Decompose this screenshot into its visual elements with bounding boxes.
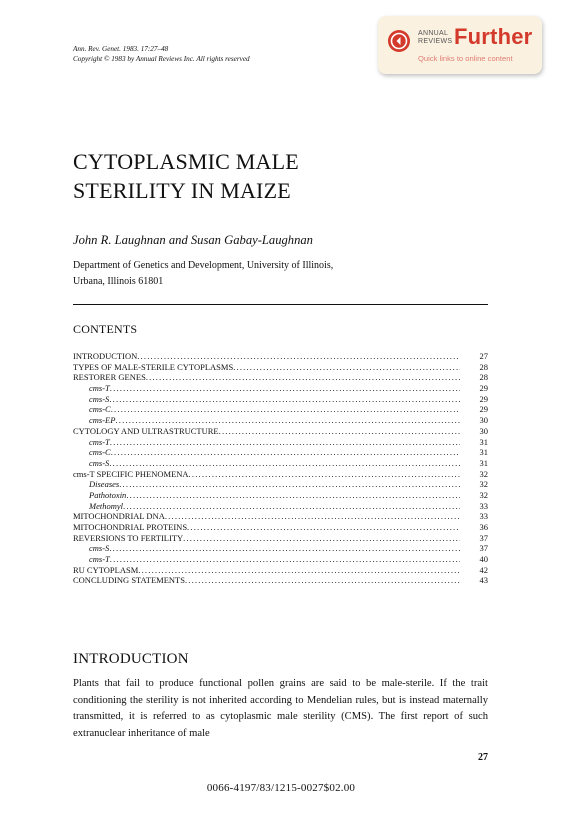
toc-leader-dots	[185, 575, 460, 586]
toc-entry	[73, 575, 488, 586]
toc-entry	[73, 522, 488, 533]
introduction-heading: INTRODUCTION	[73, 651, 189, 667]
toc-page-number: 28	[479, 361, 488, 372]
toc-page-number: 37	[479, 532, 488, 543]
toc-label: cms-EP	[89, 415, 116, 426]
affiliation-line2: Urbana, Illinois 61801	[73, 276, 164, 287]
toc-page-number: 29	[479, 383, 488, 394]
toc-page-number: 31	[479, 457, 488, 468]
toc-page-number: 28	[479, 372, 488, 383]
toc-page-number: 31	[479, 447, 488, 458]
toc-leader-dots	[119, 479, 460, 490]
toc-subentry	[73, 458, 488, 469]
toc-subentry	[73, 404, 488, 415]
toc-leader-dots	[183, 533, 460, 544]
badge-annual-text: ANNUAL	[418, 30, 449, 37]
article-authors: John R. Laughnan and Susan Gabay-Laughnan	[73, 233, 313, 247]
toc-label: INTRODUCTION	[73, 351, 138, 361]
badge-reviews-text: REVIEWS	[418, 38, 453, 45]
toc-entry	[73, 565, 488, 576]
badge-publisher	[418, 30, 452, 46]
toc-leader-dots	[115, 415, 460, 426]
footer-code: 0066-4197/83/1215-0027$02.00	[206, 782, 356, 794]
toc-leader-dots	[126, 490, 460, 501]
toc-entry	[73, 351, 488, 362]
toc-label: cms-T SPECIFIC PHENOMENA	[73, 468, 189, 479]
introduction-paragraph: Plants that fail to produce functional pollen grains are said to be male-sterile. If the trait conditioning the sterility is not inherited according to Mendelian rules, but is instead maternally transmitted, it is referred to as cytoplasmic male sterility (CMS). The first report of such extranuclear inheritance of male	[73, 678, 488, 739]
toc-label: cms-S	[89, 543, 110, 554]
toc-page-number: 27	[479, 351, 488, 361]
toc-label: cms-S	[89, 457, 110, 468]
toc-leader-dots	[137, 351, 460, 362]
toc-subentry	[73, 394, 488, 405]
toc-page-number: 30	[479, 415, 488, 426]
toc-page-number: 30	[479, 425, 488, 436]
author-affiliation	[73, 258, 333, 290]
toc-subentry	[73, 543, 488, 554]
toc-subentry	[73, 437, 488, 448]
toc-label: CONCLUDING STATEMENTS	[73, 575, 185, 586]
toc-page-number: 43	[479, 575, 488, 586]
toc-leader-dots	[109, 394, 460, 405]
toc-leader-dots	[187, 522, 460, 533]
toc-label: REVERSIONS TO FERTILITY	[73, 532, 184, 543]
section-divider	[73, 304, 488, 305]
toc-label: cms-T	[89, 554, 110, 565]
toc-page-number: 31	[479, 436, 488, 447]
toc-leader-dots	[146, 372, 460, 383]
toc-leader-dots	[111, 447, 460, 458]
badge-further-text: Further	[454, 24, 533, 49]
article-title-line1: CYTOPLASMIC MALE	[73, 149, 299, 174]
badge-tagline: Quick links to online content	[418, 54, 513, 63]
toc-page-number: 29	[479, 404, 488, 415]
toc-leader-dots	[219, 426, 460, 437]
toc-entry	[73, 362, 488, 373]
toc-page-number: 37	[479, 543, 488, 554]
toc-subentry	[73, 447, 488, 458]
toc-entry	[73, 372, 488, 383]
further-links-badge[interactable]	[378, 16, 542, 74]
toc-page-number: 33	[479, 511, 488, 522]
toc-leader-dots	[110, 554, 460, 565]
toc-label: Methomyl	[89, 500, 123, 511]
journal-copyright: Copyright © 1983 by Annual Reviews Inc. All rights reserved	[73, 55, 250, 63]
toc-page-number: 32	[479, 468, 488, 479]
article-title-line2: STERILITY IN MAIZE	[73, 178, 291, 203]
toc-label: MITOCHONDRIAL DNA	[73, 511, 165, 522]
toc-leader-dots	[165, 511, 460, 522]
toc-entry	[73, 426, 488, 437]
toc-subentry	[73, 479, 488, 490]
toc-subentry	[73, 490, 488, 501]
toc-leader-dots	[123, 501, 460, 512]
toc-subentry	[73, 383, 488, 394]
toc-leader-dots	[189, 469, 460, 480]
toc-page-number: 33	[479, 500, 488, 511]
toc-leader-dots	[138, 565, 460, 576]
toc-label: RU CYTOPLASM	[73, 564, 139, 575]
toc-leader-dots	[111, 404, 460, 415]
toc-subentry	[73, 415, 488, 426]
toc-entry	[73, 533, 488, 544]
toc-label: TYPES OF MALE-STERILE CYTOPLASMS	[73, 361, 234, 372]
toc-label: cms-T	[89, 436, 110, 447]
toc-label: Diseases	[89, 479, 120, 490]
journal-citation: Ann. Rev. Genet. 1983. 17:27–48	[73, 45, 169, 53]
toc-leader-dots	[109, 543, 460, 554]
toc-page-number: 40	[479, 554, 488, 565]
toc-entry	[73, 469, 488, 480]
toc-page-number: 32	[479, 489, 488, 500]
toc-label: cms-C	[89, 404, 111, 415]
toc-page-number: 36	[479, 522, 488, 532]
toc-label: RESTORER GENES	[73, 372, 146, 383]
toc-page-number: 32	[479, 479, 488, 490]
journal-citation-block	[73, 44, 250, 64]
toc-subentry	[73, 554, 488, 565]
toc-leader-dots	[110, 437, 460, 448]
toc-page-number: 42	[479, 564, 488, 575]
toc-label: MITOCHONDRIAL PROTEINS	[73, 522, 188, 532]
toc-leader-dots	[109, 458, 460, 469]
toc-label: cms-C	[89, 447, 111, 458]
table-of-contents	[73, 351, 488, 586]
toc-entry	[73, 511, 488, 522]
toc-label: cms-S	[89, 393, 110, 404]
toc-subentry	[73, 501, 488, 512]
toc-label: Pathotoxin	[89, 489, 127, 500]
toc-page-number: 29	[479, 393, 488, 404]
article-title	[73, 147, 299, 205]
toc-label: CYTOLOGY AND ULTRASTRUCTURE	[73, 425, 219, 436]
affiliation-line1: Department of Genetics and Development, University of Illinois,	[73, 260, 334, 271]
toc-leader-dots	[110, 383, 460, 394]
page-number: 27	[478, 752, 488, 763]
toc-label: cms-T	[89, 383, 110, 394]
play-circle-icon	[388, 30, 410, 52]
toc-leader-dots	[233, 362, 460, 373]
contents-heading: CONTENTS	[73, 322, 138, 336]
